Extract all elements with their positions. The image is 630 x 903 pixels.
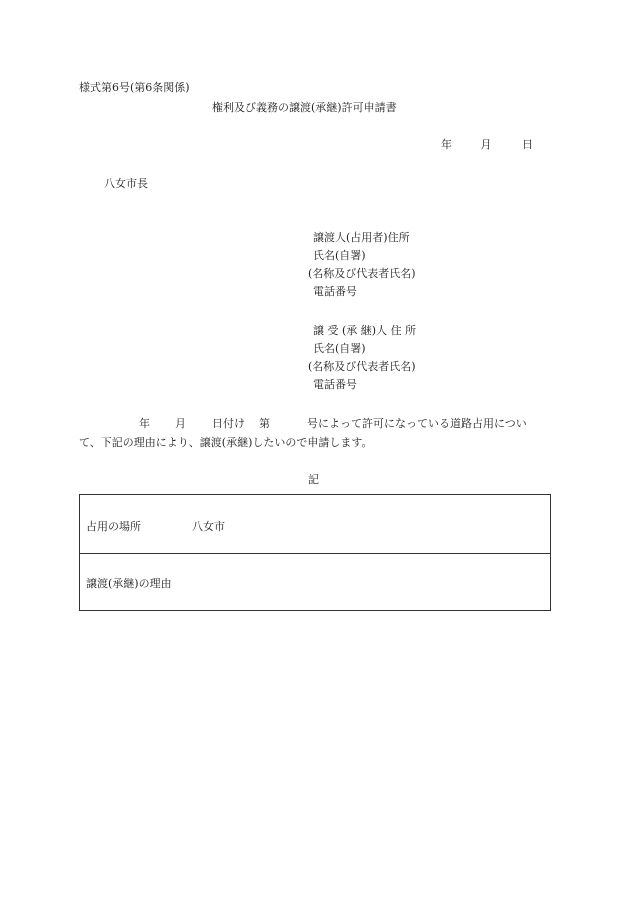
date-month: 月 — [480, 138, 492, 151]
transferee-phone-label: 電話番号 — [313, 378, 357, 391]
body-year: 年 — [139, 417, 150, 430]
transferor-name-label: 氏名(自署) — [313, 249, 366, 262]
transferor-phone-label: 電話番号 — [313, 285, 357, 298]
date-year: 年 — [441, 138, 452, 151]
transferor-address-label: 譲渡人(占用者)住所 — [313, 231, 410, 244]
body-line-2: て、下記の理由により、譲渡(承継)したいので申請します。 — [79, 436, 373, 449]
body-line-1-rest: 号によって許可になっている道路占用につい — [307, 417, 527, 430]
transferee-corp-label: (名称及び代表者氏名) — [308, 360, 416, 373]
table-row-location — [80, 495, 550, 554]
document-title: 権利及び義務の譲渡(承継)許可申請書 — [212, 101, 397, 114]
ki-heading: 記 — [308, 473, 319, 486]
body-month: 月 — [175, 417, 186, 430]
table-row-reason — [80, 553, 550, 610]
body-number-prefix: 第 — [259, 417, 270, 430]
transferor-block — [308, 229, 416, 301]
addressee: 八女市長 — [104, 177, 148, 190]
transferee-address-label: 譲 受 (承 継)人 住 所 — [313, 324, 417, 337]
location-label: 占用の場所 — [86, 520, 141, 533]
location-value: 八女市 — [192, 520, 225, 533]
form-number: 様式第6号(第6条関係) — [79, 81, 190, 94]
transferee-name-label: 氏名(自署) — [313, 342, 366, 355]
record-table — [79, 494, 551, 611]
date-day: 日 — [522, 138, 533, 151]
reason-label: 譲渡(承継)の理由 — [86, 577, 172, 590]
body-dated: 日付け — [212, 417, 245, 430]
transferee-block — [308, 322, 416, 394]
transferor-corp-label: (名称及び代表者氏名) — [308, 267, 416, 280]
date-line — [441, 138, 533, 152]
body-line-1 — [79, 417, 551, 431]
